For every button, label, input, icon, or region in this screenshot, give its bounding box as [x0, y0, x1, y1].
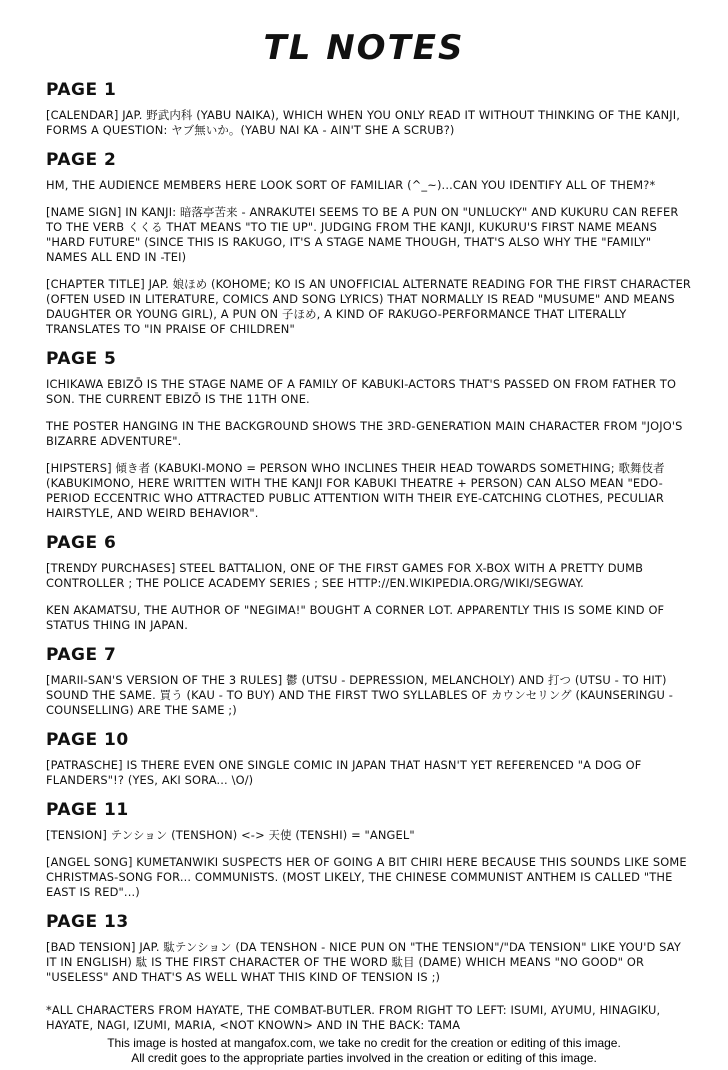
- section-heading: PAGE 7: [46, 645, 117, 665]
- note-paragraph: [NAME SIGN] IN KANJI: 暗落亭苦来 - ANRAKUTEI SEEMS TO BE A PUN ON "UNLUCKY" AND KUKURU CAN REFER TO THE VERB くくる THAT MEANS "TO TIE UP". JUDGING FROM THE KANJI, KUKURU'S FIRST NAME MEANS "HARD FUTURE" (SINCE THIS IS RAKUGO, IT'S A STAGE NAME THOUGH, THAT'S ALSO WHY THE "FAMILY" NAMES ALL END IN -TEI): [46, 205, 679, 264]
- section-heading: PAGE 11: [46, 800, 129, 820]
- hosting-credit: [0, 1036, 728, 1066]
- note-paragraph: [TRENDY PURCHASES] STEEL BATTALION, ONE OF THE FIRST GAMES FOR X-BOX WITH A PRETTY DUMB CONTROLLER ; THE POLICE ACADEMY SERIES ; SEE HTTP://EN.WIKIPEDIA.ORG/WIKI/SEGWAY.: [46, 561, 644, 590]
- section-heading: PAGE 13: [46, 912, 129, 932]
- section-page-10: [46, 730, 692, 788]
- section-page-1: [46, 80, 692, 138]
- note-paragraph: [ANGEL SONG] KUMETANWIKI SUSPECTS HER OF GOING A BIT CHIRI HERE BECAUSE THIS SOUNDS LIKE SOME CHRISTMAS-SONG FOR... COMMUNISTS. (MOST LIKELY, THE CHINESE COMMUNIST ANTHEM IS CALLED "THE EAST IS RED"...): [46, 855, 687, 899]
- section-heading: PAGE 10: [46, 730, 129, 750]
- note-paragraph: [CHAPTER TITLE] JAP. 娘ほめ (KOHOME; KO IS AN UNOFFICIAL ALTERNATE READING FOR THE FIRST CHARACTER (OFTEN USED IN LITERATURE, COMICS AND SONG LYRICS) THAT NORMALLY IS READ "MUSUME" AND MEANS DAUGHTER OR YOUNG GIRL), A PUN ON 子ほめ, A KIND OF RAKUGO-PERFORMANCE THAT LITERALLY TRANSLATES TO "IN PRAISE OF CHILDREN": [46, 277, 691, 336]
- note-paragraph: THE POSTER HANGING IN THE BACKGROUND SHOWS THE 3RD-GENERATION MAIN CHARACTER FROM "JOJO'S BIZARRE ADVENTURE".: [46, 419, 683, 448]
- note-paragraph: [PATRASCHE] IS THERE EVEN ONE SINGLE COMIC IN JAPAN THAT HASN'T YET REFERENCED "A DOG OF FLANDERS"!? (YES, AKI SORA... \O/): [46, 758, 642, 787]
- note-paragraph: HM, THE AUDIENCE MEMBERS HERE LOOK SORT OF FAMILIAR (^_~)...CAN YOU IDENTIFY ALL OF THEM?*: [46, 178, 656, 192]
- section-page-6: [46, 533, 692, 633]
- note-paragraph: [BAD TENSION] JAP. 駄テンション (DA TENSHON - NICE PUN ON "THE TENSION"/"DA TENSION" LIKE YOU'D SAY IT IN ENGLISH) 駄 IS THE FIRST CHARACTER OF THE WORD 駄目 (DAME) WHICH MEANS "NO GOOD" OR "USELESS" AND THAT'S AS WELL WHAT THIS KIND OF TENSION IS ;): [46, 940, 681, 984]
- page-title: TL NOTES: [263, 28, 465, 68]
- character-footnote: *ALL CHARACTERS FROM HAYATE, THE COMBAT-BUTLER. FROM RIGHT TO LEFT: ISUMI, AYUMU, HINAGIKU, HAYATE, NAGI, IZUMI, MARIA, <NOT KNOWN> AND IN THE BACK: TAMA: [46, 1003, 661, 1032]
- note-paragraph: [TENSION] テンション (TENSHON) <-> 天使 (TENSHI) = "ANGEL": [46, 828, 415, 842]
- section-heading: PAGE 2: [46, 150, 117, 170]
- section-page-7: [46, 645, 692, 718]
- section-heading: PAGE 5: [46, 349, 117, 369]
- credit-line: All credit goes to the appropriate parties involved in the creation or editing of this image.: [131, 1051, 597, 1065]
- note-paragraph: [CALENDAR] JAP. 野武内科 (YABU NAIKA), WHICH WHEN YOU ONLY READ IT WITHOUT THINKING OF THE KANJI, FORMS A QUESTION: ヤブ無いか。(YABU NAI KA - AIN'T SHE A SCRUB?): [46, 108, 681, 137]
- note-paragraph: [MARII-SAN'S VERSION OF THE 3 RULES] 鬱 (UTSU - DEPRESSION, MELANCHOLY) AND 打つ (UTSU - TO HIT) SOUND THE SAME. 買う (KAU - TO BUY) AND THE FIRST TWO SYLLABLES OF カウンセリング (KAUNSERINGU - COUNSELLING) ARE THE SAME ;): [46, 673, 674, 717]
- section-page-2: [46, 150, 692, 337]
- notes-content: [46, 80, 692, 1045]
- note-paragraph: ICHIKAWA EBIZŌ IS THE STAGE NAME OF A FAMILY OF KABUKI-ACTORS THAT'S PASSED ON FROM FATHER TO SON. THE CURRENT EBIZŌ IS THE 11TH ONE.: [46, 377, 677, 406]
- section-page-5: [46, 349, 692, 521]
- note-paragraph: KEN AKAMATSU, THE AUTHOR OF "NEGIMA!" BOUGHT A CORNER LOT. APPARENTLY THIS IS SOME KIND OF STATUS THING IN JAPAN.: [46, 603, 665, 632]
- credit-line: This image is hosted at mangafox.com, we take no credit for the creation or editing of this image.: [107, 1036, 621, 1050]
- section-page-13: [46, 912, 692, 985]
- section-page-11: [46, 800, 692, 900]
- section-heading: PAGE 6: [46, 533, 117, 553]
- section-heading: PAGE 1: [46, 80, 117, 100]
- note-paragraph: [HIPSTERS] 傾き者 (KABUKI-MONO = PERSON WHO INCLINES THEIR HEAD TOWARDS SOMETHING; 歌舞伎者 (KABUKIMONO, HERE WRITTEN WITH THE KANJI FOR KABUKI THEATRE + PERSON) CAN ALSO MEAN "EDO-PERIOD ECCENTRIC WHO ATTRACTED PUBLIC ATTENTION WITH THEIR EYE-CATCHING CLOTHES, PECULIAR HAIRSTYLE, AND WEIRD BEHAVIOR".: [46, 461, 665, 520]
